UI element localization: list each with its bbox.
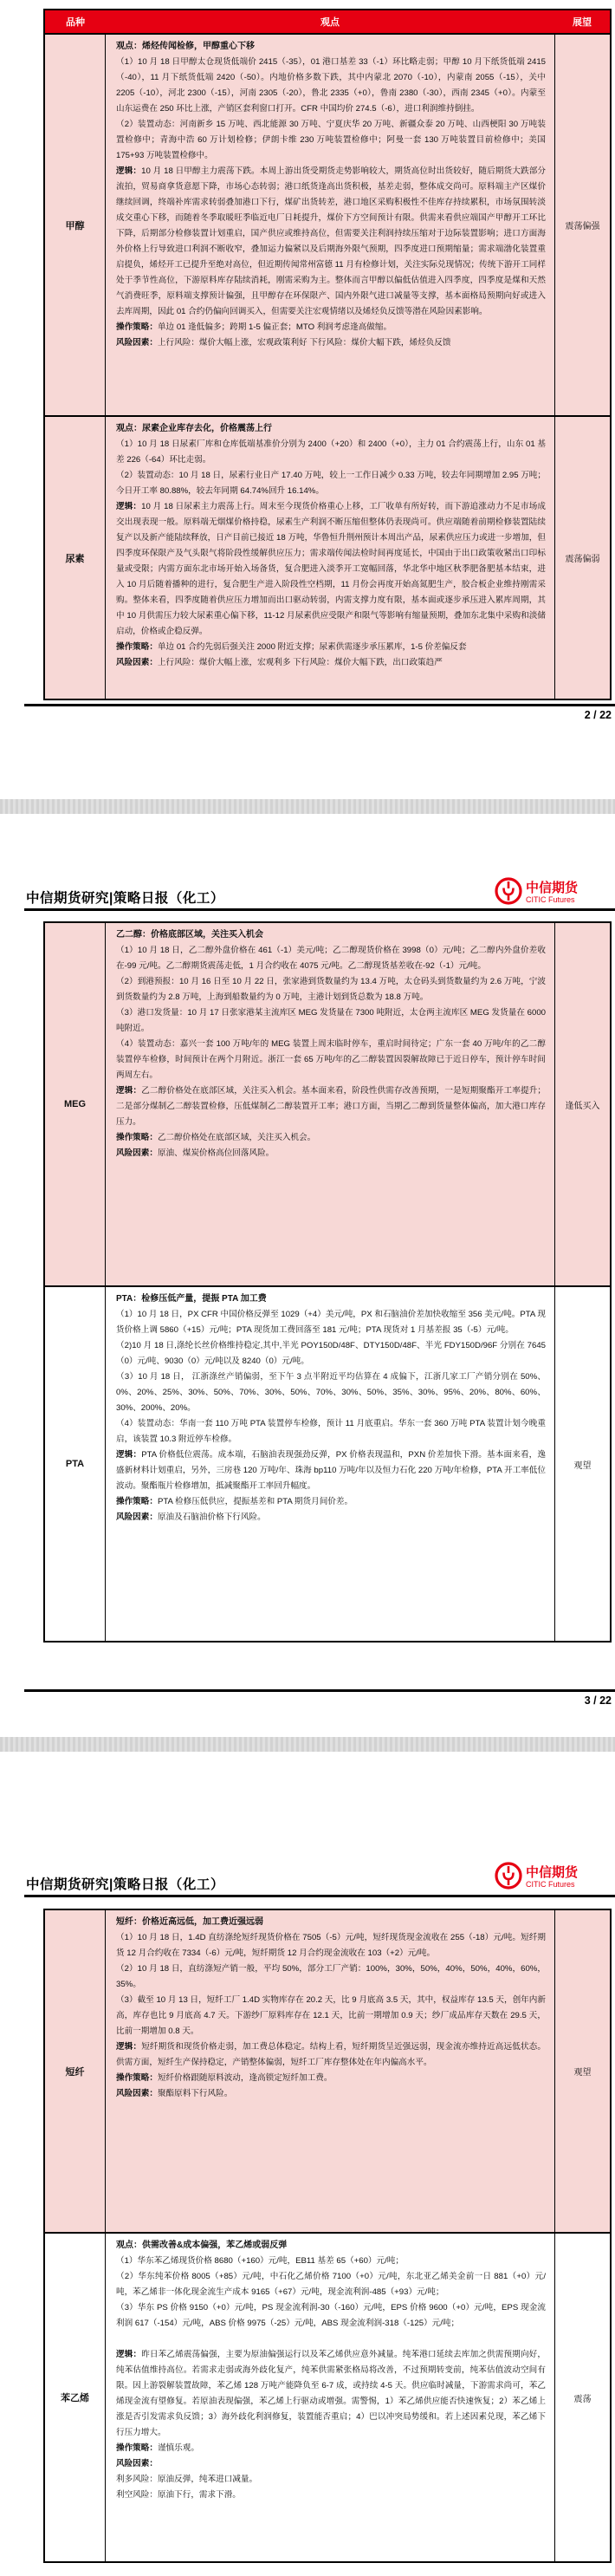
brand-block [495, 1862, 578, 1894]
outlook-label: 观望 [573, 1460, 592, 1471]
paragraph [116, 2472, 546, 2488]
page3-header-rule [24, 1895, 615, 1897]
table-header-row [45, 10, 610, 33]
paragraph [116, 2269, 546, 2300]
brand-name-cn: 中信期货 [526, 881, 579, 895]
paragraph [116, 2441, 546, 2456]
paragraph [116, 2086, 546, 2102]
outlook-cell [554, 2234, 610, 2561]
variety-cell [45, 35, 106, 415]
paragraph-text: 乙二醇价格处在底部区域，关注买入机会。 [157, 1133, 316, 1142]
paragraph-text: PTA 价格低位震荡。成本端，石脑油表现强劲反弹，PX 价格表现温和，PXN 价差加快下滑。基本面来看，逸盛新材料计划重启，另外，三房巷 120 万吨/年、珠海 bp110 万吨/年以及恒力石化 220 万吨/年检修，PTA 开工率低位波动。聚酯瓶片检修增加，抵减聚酯开工率回升幅度。 [116, 1450, 546, 1491]
paragraph-label: 风险因素： [116, 338, 158, 348]
paragraph [116, 974, 546, 1005]
paragraph-label: 逻辑： [116, 2042, 142, 2052]
page-separator [0, 1737, 615, 1752]
viewpoint-title: 观点：尿素企业库存去化，价格震荡上行 [116, 424, 272, 433]
paragraph-label: 逻辑： [116, 1086, 142, 1096]
paragraph [116, 1307, 546, 1338]
viewpoint-title: 乙二醇：价格底部区域，关注买入机会 [116, 930, 263, 940]
paragraph-text: （3）10 月 18 日， 江浙涤丝产销偏弱，至下午 3 点半附近平均估算在 4 成偏下，江浙几家工厂产销分别在 50%、0%、20%、25%、30%、50%、70%、30%、50%、70%、30%、50%、35%、30%、95%、20%、80%、60%、30%、200%、20%。 [116, 1372, 546, 1413]
variety-cell [45, 1287, 106, 1641]
column-header-outlook: 展望 [573, 17, 592, 28]
paragraph-text: （1）10 月 18 日尿素厂库和仓库低端基准价分别为 2400（+20）和 2400（+0），主力 01 合约震荡上行，山东 01 基差 226（-64）环比走弱。 [116, 439, 546, 465]
viewpoint-cell [106, 417, 554, 699]
paragraph-list [116, 1307, 546, 1525]
paragraph [116, 1146, 546, 1161]
variety-label: MEG [63, 1099, 87, 1109]
paragraph [116, 1930, 546, 1961]
paragraph-text: （1）10 月 18 日，乙二醇外盘价格在 461（-1）美元/吨；乙二醇现货价格在 3998（0）元/吨；乙二醇内外盘价差收在-99 元/吨。乙二醇期货震荡走低，1 月合约收在 4075 元/吨。乙二醇现货基差收在-92（-1）元/吨。 [116, 946, 546, 971]
paragraph-list [116, 1930, 546, 2102]
outlook-label: 震荡偏弱 [565, 555, 600, 564]
outlook-label: 观望 [573, 2068, 592, 2078]
paragraph-label: 操作策略： [116, 322, 158, 332]
paragraph-text: （1）10 月 18 日甲醇太仓现货低端价 2415（-35），01 港口基差 33（-1）环比略走弱；甲醇 10 月下纸货低端 2415（-40），11 月下纸货低端 2420（-50）。内地价格多数下跌，其中内蒙北 2070（-10），内蒙南 2055（-15），关中 2205（-10），河北 2300（-15），河南 2305（-20），鲁北 2335（+0），鲁南 2380（-30），西南 2345（+0）。内蒙至山东运费在 250 环比上涨，产销区套利窗口打开。CFR 中国均价 274.5（-6），进口利润维持倒挂。 [116, 57, 546, 114]
paragraph [116, 320, 546, 335]
paragraph [116, 335, 546, 351]
paragraph-text: （2）装置动态：10 月 18 日，尿素行业日产 17.40 万吨，较上一工作日减少 0.33 万吨，较去年同期增加 2.95 万吨；今日开工率 80.88%，较去年同期 64.74%回升 16.14%。 [116, 471, 546, 496]
paragraph [116, 1961, 546, 1993]
paragraph-label: 操作策略： [116, 1497, 158, 1506]
paragraph-label: 风险因素： [116, 2089, 158, 2098]
paragraph-text: 乙二醇价格处在底部区域，关注买入机会。基本面来看，阶段性供需存改善预期，一是短期聚酯开工率提升；二是部分煤制乙二醇装置检修，压低煤制乙二醇装置开工率；港口方面，当期乙二醇到货量整体偏高，加大港口库存压力。 [116, 1086, 547, 1127]
paragraph-text: 利多风险：原油反弹，纯苯进口减量。 [116, 2475, 258, 2484]
paragraph-label: 风险因素： [116, 1148, 158, 1158]
brand-block [495, 877, 578, 909]
column-header-variety: 品种 [66, 17, 85, 28]
paragraph-list [116, 943, 546, 1161]
page2-footer-rule [24, 1689, 615, 1692]
paragraph-text: 利空风险：原油下行，需求下滑。 [116, 2490, 241, 2500]
outlook-label: 震荡 [573, 2394, 592, 2404]
citic-logo-icon [495, 1862, 522, 1894]
viewpoint-title: 观点：烯烃传闻检修，甲醇重心下移 [116, 42, 255, 51]
paragraph [116, 1416, 546, 1447]
paragraph-text: （2)10 月 18 日,涤纶长丝价格维持稳定,其中,半光 POY150D/48F、DTY150D/48F、半光 FDY150D/96F 分别在 7645（0）元/吨、9030（0）元/吨以及 8240（0）元/吨。 [116, 1341, 546, 1366]
table-row-methanol [45, 33, 610, 415]
page3-table [43, 1909, 612, 2563]
viewpoint-cell [106, 1287, 554, 1641]
citic-logo-icon [495, 877, 522, 909]
page1-page-number: 2 / 22 [584, 709, 612, 721]
paragraph [116, 1037, 546, 1083]
paragraph-text: 原油及石脑油价格下行风险。 [157, 1512, 266, 1522]
paragraph-text: 原油、煤炭价格高位回落风险。 [157, 1148, 275, 1158]
paragraph [116, 1993, 546, 2039]
paragraph [116, 1447, 546, 1494]
outlook-cell [554, 417, 610, 699]
paragraph [116, 655, 546, 671]
viewpoint-cell [106, 35, 554, 415]
page2-table [43, 921, 612, 1643]
paragraph [116, 2300, 546, 2332]
table-row-meg [45, 923, 610, 1285]
paragraph-text: 短纤价格跟随原料波动，逢高锁定短纤加工费。 [157, 2073, 333, 2083]
paragraph [116, 1338, 546, 1369]
viewpoint-title: PTA：检修压低产量，提振 PTA 加工费 [116, 1294, 267, 1304]
paragraph-list [116, 437, 546, 671]
paragraph [116, 1510, 546, 1525]
brand-name-en: CITIC Futures [526, 895, 575, 904]
paragraph-text: （1）10 月 18 日，PX CFR 中国价格反弹至 1029（+4）美元/吨，PX 和石脑油价差加快收缩至 356 美元/吨。PTA 现货价格上调 5860（+15）元/吨；PTA 现货加工费回落至 181 元/吨；PTA 现货对 1 月基差报 35（-5）元/吨。 [116, 1310, 546, 1335]
paragraph [116, 2488, 546, 2503]
paragraph-text: （3）截至 10 月 13 日，短纤工厂 1.4D 实物库存在 20.2 天，比 9 月底高 3.5 天，其中，权益库存 13.5 天，创年内新高，库存也比 9 月底高 4.7 天。下游纱厂原料库存在 12.1 天，比前一期增加 0.9 天；纱厂成品库存天数在 29.5 天，比前一期增加 0.8 天。 [116, 1995, 546, 2036]
page2-header-rule [24, 908, 615, 911]
brand-name-cn: 中信期货 [526, 1865, 579, 1880]
variety-label: 短纤 [65, 2066, 85, 2078]
paragraph-text: 10 月 18 日甲醇主力震荡下跌。本周上游出货受期货走势影响较大，期货高位时出货较好，随后期货大跌部分流拍，贸易商拿货意愿下降，市场心态转弱；港口纸货逢高出货积极，基差走弱，整体成交尚可。原料端主产区煤价继续回调，终端补库需求转弱叠加港口下行，煤矿出货转差，港口地区采购积极性不佳库存持续累积，市场氛围转淡成交重心下移，而随着冬季取暖旺季临近电厂日耗提升，煤价下方空间预计有限。供需来看供应端国产甲醇开工环比下降，后期部分检修装置计划重启，国产供应或维持高位，但需要关注利润持续压缩对于边际装置影响；进口方面海外价格上行导致进口利润不断收窄，叠加运力偏紧以及后期海外限气预期，四季度进口预期缩量；需求端渤化装置重启提负，烯烃开工已提升至绝对高位，但近期传闻常州富德 11 月有检修计划，关注实际兑现情况；传统下游开工同样处于季节性高位，下游原料库存陆续消耗，刚需采购为主。整体而言甲醇以偏低估值进入四季度，四季度是煤和天然气消费旺季，原料端支撑预计偏强，且甲醇存在环保限产、国内外限气进口减量等支撑，基本面格局预期向好或进入去库周期，因此 01 合约仍偏向回调买入，但需要关注宏观情绪以及烯烃负反馈等潜在风险因素影响。 [116, 166, 546, 316]
paragraph-label: 风险因素： [116, 658, 158, 667]
paragraph [116, 2254, 546, 2269]
paragraph-label: 逻辑： [116, 2350, 142, 2359]
outlook-cell [554, 1287, 610, 1641]
page1-table [43, 9, 612, 700]
paragraph-text: PTA 检修压低供应，提振基差和 PTA 期货月间价差。 [157, 1497, 353, 1506]
paragraph-label: 风险因素： [116, 2459, 158, 2469]
paragraph-label: 操作策略： [116, 2443, 158, 2453]
variety-cell [45, 923, 106, 1285]
viewpoint-title: 短纤：价格近高远低，加工费近强远弱 [116, 1917, 263, 1927]
viewpoint-cell [106, 1910, 554, 2232]
paragraph-label: 风险因素： [116, 1512, 158, 1522]
paragraph-text: 上行风险：煤价大幅上涨，宏观政策利好 下行风险：煤价大幅下跌，烯烃负反馈 [157, 338, 451, 348]
paragraph [116, 1005, 546, 1037]
paragraph-text: （2）10 月 18 日，直纺涤短产销一般，平均 50%，部分工厂产销：100%，30%，50%，40%，50%，40%，60%，35%。 [116, 1964, 546, 1989]
brand-name-en: CITIC Futures [526, 1880, 575, 1889]
paragraph [116, 117, 546, 164]
paragraph [116, 499, 546, 640]
paragraph [116, 1130, 546, 1146]
outlook-label: 逢低买入 [565, 1101, 600, 1111]
paragraph-text: 昨日苯乙烯震荡偏强，主要为原油偏强运行以及苯乙烯供应意外减量。纯苯港口延续去库加之供需预期向好，纯苯估值维持高位。若需求走弱或海外歧化复产，纯苯供需紧张格局将改善，不过预期转变前，纯苯估值波动空间有限。因上游裂解装置故障，苯乙烯 128 万吨产能降负至 6-7 成，或持续 4-5 天。供应临时减量，下游需求尚可，苯乙烯现金流有望修复。若原油表现偏强，苯乙烯上行驱动或增强。需警惕，1）苯乙烯供应能否快速恢复；2）苯乙烯上涨是否引发需求负反馈；3）海外歧化利润修复，装置能否重启；4）巴以冲突局势缓和。若上述因素兑现，苯乙烯下行压力增大。 [116, 2350, 547, 2437]
paragraph-label: 操作策略： [116, 642, 158, 652]
paragraph [116, 2039, 546, 2071]
table-row-staple-fiber [45, 1910, 610, 2232]
paragraph-label: 操作策略： [116, 1133, 158, 1142]
viewpoint-cell [106, 923, 554, 1285]
paragraph-text: （4）装置动态：嘉兴一套 100 万吨/年的 MEG 装置上周末临时停车，重启时间待定；广东一套 40 万吨/年的乙二醇装置停车检修，时间预计在两个月附近。浙江一套 65 万吨/年的乙二醇装置因裂解故障已于近日停车，预计停车时间两周左右。 [116, 1039, 546, 1080]
paragraph-list [116, 2254, 546, 2503]
paragraph-label: 逻辑： [116, 166, 142, 176]
report-header-title: 中信期货研究|策略日报（化工） [26, 891, 224, 906]
variety-label: 甲醇 [65, 220, 85, 231]
paragraph [116, 2332, 546, 2347]
paragraph-list [116, 55, 546, 351]
outlook-cell [554, 35, 610, 415]
paragraph-text: 单边 01 合约先弱后强关注 2000 附近支撑；尿素供需逐步承压累库，1-5 价差偏反套 [157, 642, 467, 652]
paragraph-text: （2）华东纯苯价格 8005（+85）元/吨，中石化乙烯价格 7100（+0）元/吨，东北亚乙烯美金前一日 881（+0）元/吨，苯乙烯非一体化现金流生产成本 9165（+67）元/吨，现金流利润-485（+93）元/吨； [116, 2272, 546, 2297]
paragraph [116, 2456, 546, 2472]
paragraph [116, 468, 546, 499]
variety-cell [45, 2234, 106, 2561]
paragraph [116, 164, 546, 320]
table-row-urea [45, 415, 610, 699]
paragraph [116, 55, 546, 117]
paragraph [116, 437, 546, 468]
viewpoint-cell [106, 2234, 554, 2561]
column-header-viewpoint: 观点 [320, 17, 340, 28]
outlook-cell [554, 1910, 610, 2232]
paragraph-text: 短纤期货和现货价格走弱，加工费总体稳定。结构上看，短纤期货呈近强远弱，现金流亦维持近高远低状态。供需方面，短纤生产保持稳定，产销整体偏弱，短纤工厂库存整体处在年内偏高水平。 [116, 2042, 547, 2067]
table-row-styrene [45, 2232, 610, 2561]
page-separator [0, 799, 615, 814]
paragraph-text: （2）装置动态：河南新乡 15 万吨、西北能源 30 万吨、宁夏庆华 20 万吨、新疆众泰 20 万吨、山西梗阳 30 万吨装置检修中；青海中浩 60 万计划检修；伊朗卡维 230 万吨装置检修中；阿曼一套 130 万吨装置目前检修中；美国 175+93 万吨装置检修中。 [116, 120, 546, 160]
paragraph [116, 2347, 546, 2441]
outlook-cell [554, 923, 610, 1285]
paragraph [116, 640, 546, 655]
paragraph [116, 2071, 546, 2086]
paragraph-label: 操作策略： [116, 2073, 158, 2083]
paragraph-text: （1）10 月 18 日，1.4D 直纺涤纶短纤现货价格在 7505（-5）元/吨，短纤现货现金流收在 255（-18）元/吨。短纤期货 12 月合约收在 7334（-6）元/吨，短纤期货 12 月合约现金流收在 103（+2）元/吨。 [116, 1933, 546, 1958]
paragraph-text: （1）华东苯乙烯现货价格 8680（+160）元/吨，EB11 基差 65（+60）元/吨； [116, 2256, 404, 2266]
report-header-title: 中信期货研究|策略日报（化工） [26, 1877, 224, 1892]
paragraph-text: 单边 01 逢低偏多；跨期 1-5 偏正套；MTO 利润考虑逢高做缩。 [157, 322, 392, 332]
variety-cell [45, 1910, 106, 2232]
variety-label: PTA [65, 1459, 85, 1469]
variety-label: 尿素 [65, 553, 85, 564]
paragraph-text: （4）装置动态：华南一套 110 万吨 PTA 装置停车检修，预计 11 月底重启。华东一套 360 万吨 PTA 装置计划今晚重启，该装置 10.3 附近停车检修。 [116, 1419, 546, 1444]
paragraph-text: （3）华东 PS 价格 9150（+0）元/吨，PS 现金流利润-30（-160）元/吨，EPS 价格 9600（+0）元/吨，EPS 现金流利润 617（-154）元/吨，ABS 价格 9975（-25）元/吨，ABS 现金流利润-318（-125）元/吨； [116, 2303, 546, 2328]
paragraph-text: 聚酯原料下行风险。 [157, 2089, 233, 2098]
paragraph [116, 1369, 546, 1416]
paragraph-text: （2）到港预报：10 月 16 日至 10 月 22 日，张家港到货数量约为 13.4 万吨，太仓码头到货数量约为 2.6 万吨，宁波到货数量约为 2.8 万吨，上海到船数量约为 0 万吨，主港计划到货总数为 18.8 万吨。 [116, 977, 546, 1002]
paragraph-text: 谨慎乐观。 [157, 2443, 199, 2453]
outlook-label: 震荡偏强 [565, 222, 600, 231]
variety-cell [45, 417, 106, 699]
page2-page-number: 3 / 22 [584, 1695, 612, 1707]
paragraph [116, 1083, 546, 1130]
paragraph-label: 逻辑： [116, 502, 142, 511]
paragraph-text: 上行风险：煤价大幅上涨，宏观利多 下行风险：煤价大幅下跌，出口政策趋严 [157, 658, 443, 667]
paragraph-text: 10 月 18 日尿素主力震荡上行。周末至今现货价格重心上移，工厂收单有所好转，而下游追涨动力不足市场成交出现表现一般。原料端无烟煤价格持稳，尿素生产利润不断压缩但整体仍表现尚可。供应端随着前期检修装置陆续复产以及新产能陆续释放，日产目前已接近 18 万吨，华鲁恒升荆州预计本周出产品，尿素供应压力或进一步增加，但四季度环保限产及气头限气将阶段性缓解供应压力；需求端传闻法检时间再度延长，中国由于出口政策收紧出口印标量或受限；内需方面东北市场开始入场备货，复合肥进入淡季开工宽幅回落，华北华中地区秋季肥备肥基本结束，进入 10 月后随着播种的进行，复合肥生产进入阶段性空档期，11 月份会再度开始高氮肥生产，胶合板企业维持刚需采购。整体来看，四季度随着供应压力增加而出口驱动转弱，内需支撑力度有限，基本面或逐步承压进入累库周期，其中 10 月供需压力较大尿素重心偏下移，11-12 月尿素供应受限产和限气等影响有缩量预期，叠加东北集中采购和淡储启动，价格或企稳反弹。 [116, 502, 546, 636]
page1-footer-rule [24, 704, 615, 706]
paragraph-text: （3）港口发货量：10 月 17 日张家港某主流库区 MEG 发货量在 7300 吨附近，太仓两主流库区 MEG 发货量在 6000 吨附近。 [116, 1008, 546, 1033]
viewpoint-title: 观点：供需改善&成本偏强，苯乙烯或弱反弹 [116, 2241, 288, 2250]
paragraph [116, 943, 546, 974]
variety-label: 苯乙烯 [61, 2393, 89, 2404]
table-row-pta [45, 1285, 610, 1641]
paragraph [116, 1494, 546, 1510]
paragraph-label: 逻辑： [116, 1450, 142, 1460]
